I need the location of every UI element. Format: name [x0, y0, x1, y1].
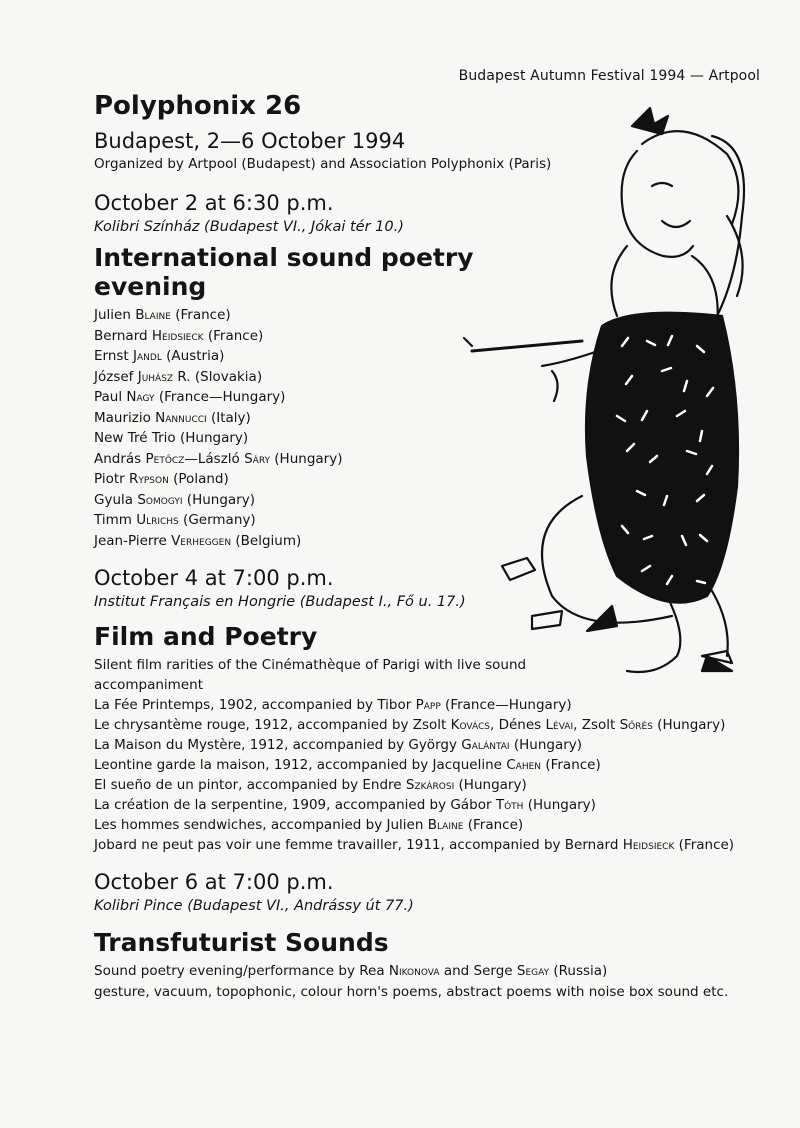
surname: Blaine: [427, 817, 464, 833]
list-item: [94, 387, 764, 408]
text-run: , Dénes: [490, 717, 546, 733]
section-venue: Institut Français en Hongrie (Budapest I., Fő u. 17.): [94, 594, 466, 610]
list-item: [94, 655, 764, 675]
program-section: [94, 565, 764, 855]
text-run: (France): [463, 817, 524, 833]
list-item: [94, 490, 764, 511]
header-note: Budapest Autumn Festival 1994 — Artpool: [458, 68, 760, 84]
text-run: Les hommes sendwiches, accompanied by Julien: [94, 817, 428, 833]
text-run: (France): [170, 307, 231, 323]
list-item: [94, 815, 764, 835]
section-date: October 4 at 7:00 p.m.: [94, 566, 334, 590]
surname: Verheggen: [171, 532, 232, 549]
text-run: , Zsolt: [573, 717, 620, 733]
description-list: [94, 961, 764, 1002]
text-run: (Austria): [161, 348, 225, 364]
text-run: Le chrysantème rouge, 1912, accompanied by Zsolt: [94, 717, 451, 733]
text-run: gesture, vacuum, topophonic, colour horn's poems, abstract poems with noise box sound etc.: [94, 983, 729, 1000]
section-heading: Film and Poetry: [94, 622, 318, 651]
list-item: [94, 367, 764, 388]
organizer-line: Organized by Artpool (Budapest) and Association Polyphonix (Paris): [94, 156, 552, 172]
text-run: Julien: [94, 307, 136, 323]
text-run: Maurizio: [94, 409, 156, 426]
section-date: October 6 at 7:00 p.m.: [94, 870, 334, 894]
list-item: [94, 775, 764, 795]
surname: Somogyi: [137, 491, 183, 508]
surname: Galántai: [461, 737, 510, 753]
list-item: [94, 449, 764, 470]
text-run: (Germany): [178, 512, 256, 528]
list-item: [94, 675, 764, 695]
page-title: Polyphonix 26: [94, 91, 302, 121]
list-item: [94, 346, 764, 367]
text-run: (Russia): [549, 963, 608, 979]
list-item: [94, 510, 764, 531]
text-run: Jobard ne peut pas voir une femme travailler, 1911, accompanied by Bernard: [94, 837, 623, 853]
text-run: (France): [541, 757, 601, 773]
text-run: El sueño de un pintor, accompanied by Endre: [94, 777, 406, 793]
text-run: Bernard: [94, 327, 152, 344]
text-run: (Hungary): [270, 450, 343, 467]
surname: Kovács: [450, 717, 491, 733]
list-item: [94, 531, 764, 552]
text-run: Gyula: [94, 491, 138, 508]
surname: Ulrichs: [136, 512, 179, 528]
section-date: October 2 at 6:30 p.m.: [94, 191, 334, 215]
program-section: [94, 869, 764, 1002]
text-run: accompaniment: [94, 677, 203, 693]
text-run: (Poland): [168, 471, 229, 487]
section-venue: Kolibri Színház (Budapest VI., Jókai tér 10.): [94, 219, 404, 235]
list-item: [94, 428, 764, 449]
text-run: Jean-Pierre: [94, 532, 172, 549]
text-run: (France): [203, 327, 264, 344]
surname: Nannucci: [155, 409, 207, 426]
text-run: La Fée Printemps, 1902, accompanied by Tibor: [94, 697, 416, 713]
text-run: Sound poetry evening/performance by Rea: [94, 963, 389, 979]
text-run: (France—Hungary): [154, 389, 286, 405]
section-heading: Transfuturist Sounds: [94, 928, 389, 957]
surname: Sáry: [244, 450, 270, 467]
text-run: (France—Hungary): [440, 697, 572, 713]
text-run: (Hungary): [509, 737, 583, 753]
section-heading: International sound poetry evening: [94, 243, 474, 301]
surname: Heidsieck: [622, 837, 675, 853]
list-item: [94, 715, 764, 735]
surname: Lévai: [545, 717, 574, 733]
text-run: New Tré Trio (Hungary): [94, 430, 249, 446]
list-item: [94, 735, 764, 755]
surname: Petőcz: [145, 450, 185, 467]
text-run: Piotr: [94, 471, 129, 487]
surname: Jandl: [133, 348, 162, 364]
surname: Tóth: [495, 797, 524, 813]
program-content: [94, 90, 764, 1002]
text-run: R. (Slovakia): [173, 368, 263, 385]
text-run: (Italy): [206, 409, 251, 426]
surname: Segay: [516, 963, 550, 979]
text-run: Ernst: [94, 348, 134, 364]
surname: Sőrés: [619, 717, 653, 733]
list-item: [94, 469, 764, 490]
list-item: [94, 305, 764, 326]
text-run: Timm: [94, 512, 137, 528]
text-run: La création de la serpentine, 1909, accompanied by Gábor: [94, 797, 496, 813]
text-run: (Hungary): [523, 797, 596, 813]
text-run: (France): [674, 837, 735, 853]
list-item: [94, 326, 764, 347]
text-run: József: [94, 368, 138, 385]
list-item: [94, 755, 764, 775]
text-run: (Belgium): [231, 532, 302, 549]
text-run: Leontine garde la maison, 1912, accompanied by Jacqueline: [94, 757, 507, 773]
event-subtitle: Budapest, 2—6 October 1994: [94, 129, 406, 153]
film-list: [94, 655, 764, 855]
surname: Heidsieck: [151, 327, 204, 344]
surname: Cahen: [506, 757, 542, 773]
text-run: —László: [184, 450, 245, 467]
text-run: (Hungary): [454, 777, 527, 793]
surname: Nikonova: [388, 963, 440, 979]
list-item: [94, 982, 764, 1003]
list-item: [94, 835, 764, 855]
surname: Blaine: [135, 307, 171, 323]
list-item: [94, 795, 764, 815]
section-venue: Kolibri Pince (Budapest VI., Andrássy út 77.): [94, 898, 414, 914]
surname: Papp: [415, 697, 441, 713]
text-run: La Maison du Mystère, 1912, accompanied by György: [94, 737, 462, 753]
text-run: and Serge: [439, 963, 517, 979]
surname: Nagy: [126, 389, 155, 405]
list-item: [94, 961, 764, 982]
list-item: [94, 408, 764, 429]
text-run: András: [94, 450, 146, 467]
text-run: Paul: [94, 389, 127, 405]
text-run: Silent film rarities of the Cinémathèque of Parigi with live sound: [94, 657, 527, 673]
text-run: (Hungary): [652, 717, 726, 733]
surname: Szkárosi: [405, 777, 455, 793]
performer-list: [94, 305, 764, 551]
program-section: [94, 190, 764, 551]
surname: Juhász: [137, 368, 174, 385]
text-run: (Hungary): [182, 491, 255, 508]
list-item: [94, 695, 764, 715]
surname: Rypson: [129, 471, 169, 487]
